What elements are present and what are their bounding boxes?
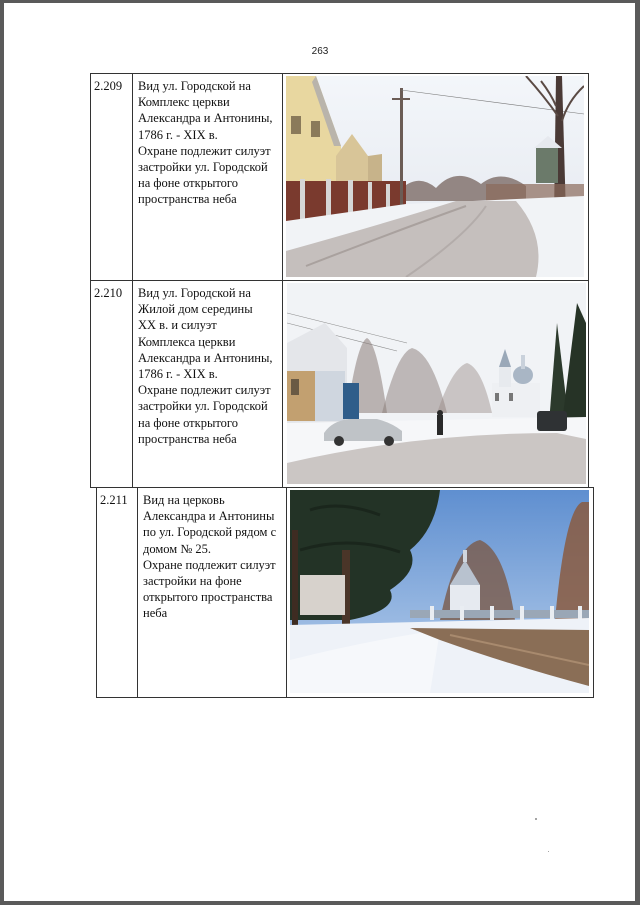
description-line: Александра и Антонины (143, 509, 275, 524)
description-line: Жилой дом середины (138, 302, 253, 317)
description-line: Охране подлежит силуэт (138, 383, 271, 398)
description-line: на фоне открытого (138, 415, 238, 430)
description-line: Александра и Антонины, (138, 350, 273, 365)
description-line: пространства неба (138, 192, 237, 207)
description-line: по ул. Городской рядом с (143, 525, 277, 540)
description-line: XX в. и силуэт (138, 318, 217, 333)
description-line: открытого пространства (143, 590, 273, 605)
row-number: 2.211 (96, 487, 138, 698)
page-number: 263 (311, 46, 329, 57)
scan-speck (548, 851, 549, 852)
description-line: застройки ул. Городской (138, 399, 268, 414)
description-line: Вид на церковь (143, 493, 225, 507)
description-line: застройки на фоне (143, 574, 242, 589)
description-line: Комплекса церкви (138, 334, 236, 349)
description-line: 1786 г. - XIX в. (138, 127, 218, 142)
description-line: Александра и Антонины, (138, 111, 273, 126)
description-line: неба (143, 606, 168, 621)
row-description (137, 487, 287, 698)
description-line: Вид ул. Городской на (138, 79, 251, 93)
row-description (132, 280, 283, 488)
church-photo (290, 490, 589, 693)
street-photo (286, 76, 584, 277)
description-line: Охране подлежит силуэт (143, 557, 276, 572)
row-number: 2.210 (90, 280, 133, 488)
street-photo (287, 283, 586, 484)
row-description (132, 73, 283, 281)
row-number: 2.209 (90, 73, 133, 281)
description-line: застройки ул. Городской (138, 160, 268, 175)
description-line: на фоне открытого (138, 176, 238, 191)
description-line: Охране подлежит силуэт (138, 143, 271, 158)
description-line: 1786 г. - XIX в. (138, 367, 218, 382)
description-line: домом № 25. (143, 541, 212, 556)
description-line: Вид ул. Городской на (138, 286, 251, 300)
description-line: пространства неба (138, 431, 237, 446)
description-line: Комплекс церкви (138, 95, 230, 110)
scan-speck (535, 818, 537, 820)
